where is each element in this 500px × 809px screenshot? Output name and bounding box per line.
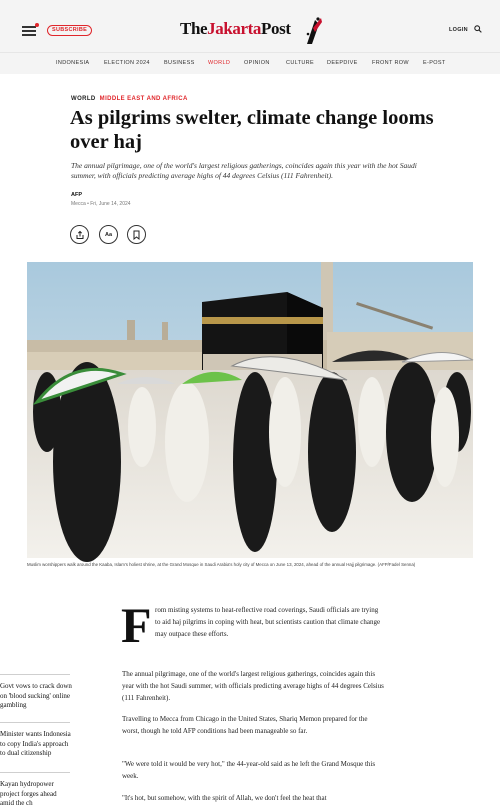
- related-article-link[interactable]: Govt vows to crack down on 'blood sucking' online gambling: [0, 682, 72, 709]
- search-icon[interactable]: [474, 25, 482, 33]
- subsection-link[interactable]: MIDDLE EAST AND AFRICA: [99, 96, 188, 102]
- lead-paragraph: rom misting systems to heat-reflective road coverings, Saudi officials are trying to aid haj pilgrims in coping with heat, but scientists caution that climate change may outpace these efforts.: [155, 606, 381, 638]
- bookmark-button[interactable]: [127, 225, 146, 244]
- site-logo[interactable]: TheJakartaPost: [180, 19, 291, 38]
- nav-opinion[interactable]: OPINION: [244, 60, 270, 66]
- site-header: [0, 0, 500, 52]
- article-dateline: Mecca • Fri, June 14, 2024: [71, 201, 131, 207]
- article-author[interactable]: AFP: [71, 192, 82, 198]
- body-paragraph: "It's hot, but somehow, with the spirit of Allah, we don't feel the heat that: [122, 794, 327, 802]
- nav-culture[interactable]: CULTURE: [286, 60, 315, 66]
- nav-deepdive[interactable]: DEEPDIVE: [327, 60, 358, 66]
- share-button[interactable]: [70, 225, 89, 244]
- article-kicker: [71, 96, 188, 102]
- section-link[interactable]: WORLD: [71, 96, 96, 102]
- bookmark-icon: [132, 230, 141, 240]
- sidebar-divider: [0, 722, 70, 723]
- font-size-button[interactable]: [99, 225, 118, 244]
- article-dek: The annual pilgrimage, one of the world's largest religious gatherings, coincides again this year with the hot Saudi summer, with officials predicting average highs of 44 degrees Celsius (111 Fahrenheit).: [71, 161, 417, 180]
- subscribe-button[interactable]: SUBSCRIBE: [47, 25, 92, 36]
- share-icon: [75, 230, 85, 240]
- nav-front-row[interactable]: FRONT ROW: [372, 60, 409, 66]
- body-paragraph: "We were told it would be very hot," the 44-year-old said as he left the Grand Mosque this week.: [122, 760, 376, 780]
- body-paragraph: The annual pilgrimage, one of the world's largest religious gatherings, coincides again this year with the hot Saudi summer, with officials predicting average highs of 44 degrees Celsius (111 Fahrenheit).: [122, 670, 384, 702]
- drop-cap: F: [121, 597, 152, 653]
- related-article-link[interactable]: Kayan hydropower project forges ahead amid the ch: [0, 780, 57, 807]
- nav-indonesia[interactable]: INDONESIA: [56, 60, 90, 66]
- kaaba-photo-illustration: [27, 262, 473, 558]
- section-nav: [0, 52, 500, 74]
- body-paragraph: Travelling to Mecca from Chicago in the United States, Shariq Memon prepared for the worst, though he told AFP conditions had been manageable so far.: [122, 715, 368, 735]
- font-size-label: Aa: [104, 231, 113, 238]
- menu-icon[interactable]: [22, 26, 36, 35]
- logo-emblem-icon: [303, 14, 323, 46]
- article-headline: As pilgrims swelter, climate change looms over haj: [70, 107, 434, 153]
- nav-e-post[interactable]: E-POST: [423, 60, 446, 66]
- nav-business[interactable]: BUSINESS: [164, 60, 195, 66]
- article-photo: [27, 262, 473, 558]
- login-link[interactable]: LOGIN: [449, 27, 468, 33]
- nav-election-2024[interactable]: ELECTION 2024: [104, 60, 150, 66]
- sidebar-divider: [0, 772, 70, 773]
- related-article-link[interactable]: Minister wants Indonesia to copy India's approach to dual citizenship: [0, 730, 71, 757]
- photo-caption: Muslim worshippers walk around the Kaaba, Islam's holiest shrine, at the Grand Mosque in Saudi Arabia's holy city of Mecca on June 13, 2024, ahead of the annual Hajj pilgrimage. (AFP/Fadel Senna): [27, 562, 416, 567]
- nav-world[interactable]: WORLD: [208, 60, 231, 66]
- sidebar-divider: [0, 674, 70, 675]
